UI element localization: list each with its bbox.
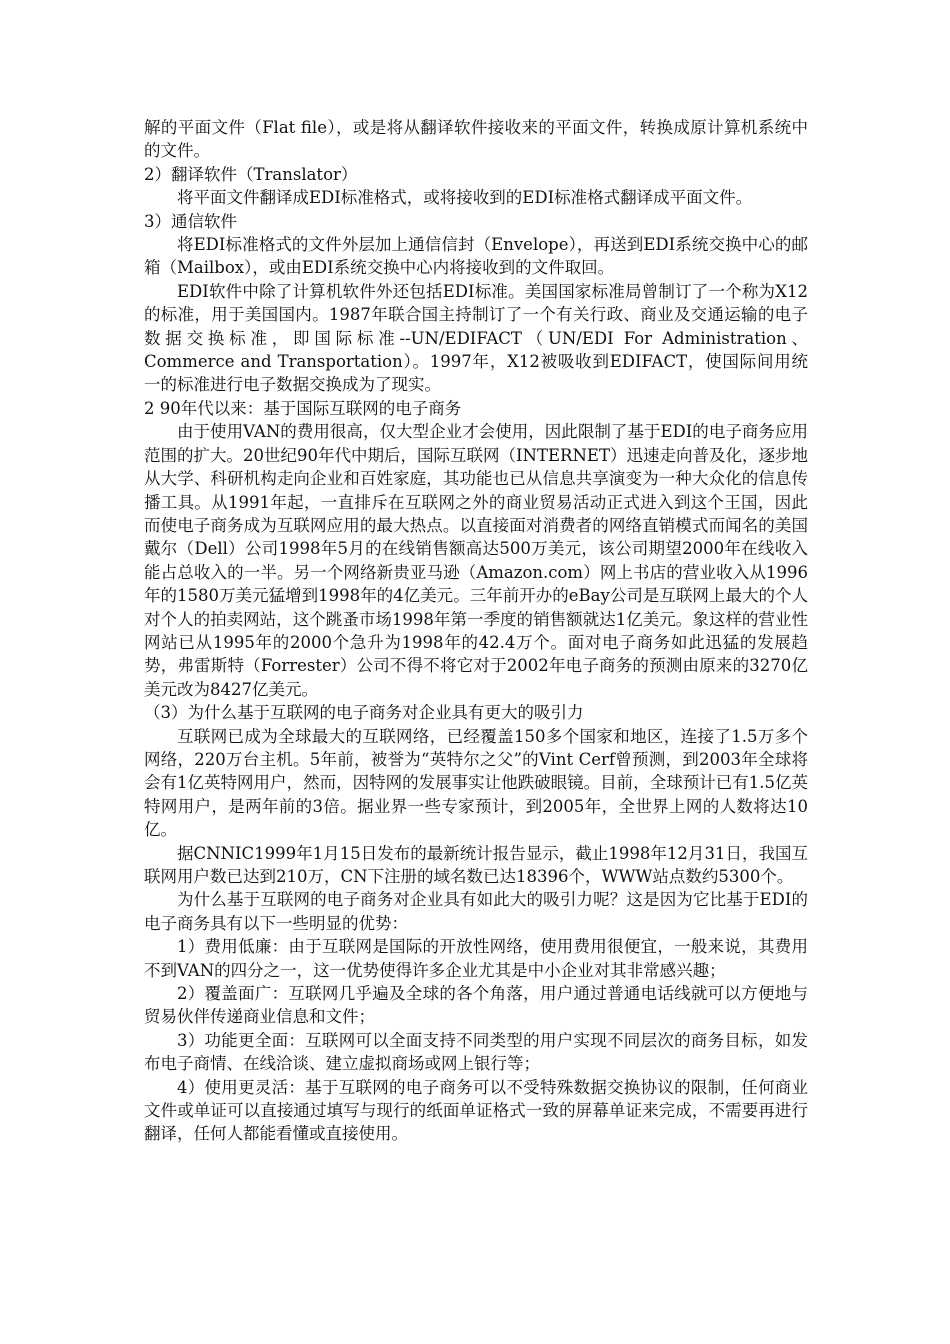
heading-why-internet: （3）为什么基于互联网的电子商务对企业具有更大的吸引力	[144, 703, 584, 723]
paragraph-flat-file-continuation: 解的平面文件（Flat file），或是将从翻译软件接收来的平面文件，转换成原计算机系统中的文件。	[144, 118, 808, 161]
paragraph-internet-scale: 互联网已成为全球最大的互联网络，已经覆盖150多个国家和地区，连接了1.5万多个网络，220万台主机。5年前，被誉为“英特尔之父”的Vint Cerf曾预测，到2003年全球将会有1亿英特网用户，然而，因特网的发展事实让他跌破眼镜。目前，全球预计已有1.5亿英特网用户，是两年前的3倍。据业界一些专家预计，到2005年，全世界上网的人数将达10亿。	[144, 726, 808, 840]
paragraph-edi-standards: EDI软件中除了计算机软件外还包括EDI标准。美国国家标准局曾制订了一个称为X12的标准，用于美国国内。1987年联合国主持制订了一个有关行政、商业及交通运输的电子数据交换标准，即国际标准--UN/EDIFACT（UN/EDI For Administration、Commerce and Transportation）。1997年，X12被吸收到EDIFACT，使国际间用统一的标准进行电子数据交换成为了现实。	[144, 281, 808, 395]
list-item-wide-coverage: 2）覆盖面广：互联网几乎遍及全球的各个角落，用户通过普通电话线就可以方便地与贸易伙伴传递商业信息和文件；	[144, 984, 808, 1027]
document-page	[144, 116, 808, 1146]
paragraph-cnnic-report: 据CNNIC1999年1月15日发布的最新统计报告显示，截止1998年12月31日，我国互联网用户数已达到210万，CN下注册的域名数已达18396个，WWW站点数约5300个。	[144, 843, 808, 886]
paragraph-communication-software: 将EDI标准格式的文件外层加上通信信封（Envelope），再送到EDI系统交换中心的邮箱（Mailbox），或由EDI系统交换中心内将接收到的文件取回。	[144, 235, 808, 278]
heading-communication-software: 3）通信软件	[144, 211, 237, 231]
paragraph-translator: 将平面文件翻译成EDI标准格式，或将接收到的EDI标准格式翻译成平面文件。	[177, 188, 753, 208]
paragraph-internet-era: 由于使用VAN的费用很高，仅大型企业才会使用，因此限制了基于EDI的电子商务应用范围的扩大。20世纪90年代中期后，国际互联网（INTERNET）迅速走向普及化，逐步地从大学、科研机构走向企业和百姓家庭，其功能也已从信息共享演变为一种大众化的信息传播工具。从1991年起，一直排斥在互联网之外的商业贸易活动正式进入到这个王国，因此而使电子商务成为互联网应用的最大热点。以直接面对消费者的网络直销模式而闻名的美国戴尔（Dell）公司1998年5月的在线销售额高达500万美元，该公司期望2000年在线收入能占总收入的一半。另一个网络新贵亚马逊（Amazon.com）网上书店的营业收入从1996年的1580万美元猛增到1998年的4亿美元。三年前开办的eBay公司是互联网上最大的个人对个人的拍卖网站，这个跳蚤市场1998年第一季度的销售额就达1亿美元。象这样的营业性网站已从1995年的2000个急升为1998年的42.4万个。面对电子商务如此迅猛的发展趋势，弗雷斯特（Forrester）公司不得不将它对于2002年电子商务的预测由原来的3270亿美元改为8427亿美元。	[144, 422, 808, 699]
heading-internet-era: 2 90年代以来：基于国际互联网的电子商务	[144, 398, 462, 418]
paragraph-advantages-intro: 为什么基于互联网的电子商务对企业具有如此大的吸引力呢？这是因为它比基于EDI的电子商务具有以下一些明显的优势：	[144, 890, 808, 933]
list-item-flexible-use: 4）使用更灵活：基于互联网的电子商务可以不受特殊数据交换协议的限制，任何商业文件或单证可以直接通过填写与现行的纸面单证格式一致的屏幕单证来完成，不需要再进行翻译，任何人都能看懂或直接使用。	[144, 1077, 808, 1144]
list-item-low-cost: 1）费用低廉：由于互联网是国际的开放性网络，使用费用很便宜，一般来说，其费用不到VAN的四分之一，这一优势使得许多企业尤其是中小企业对其非常感兴趣；	[144, 937, 808, 980]
list-item-full-features: 3）功能更全面：互联网可以全面支持不同类型的用户实现不同层次的商务目标，如发布电子商情、在线洽谈、建立虚拟商场或网上银行等；	[144, 1030, 808, 1074]
heading-translator: 2）翻译软件（Translator）	[144, 164, 358, 184]
